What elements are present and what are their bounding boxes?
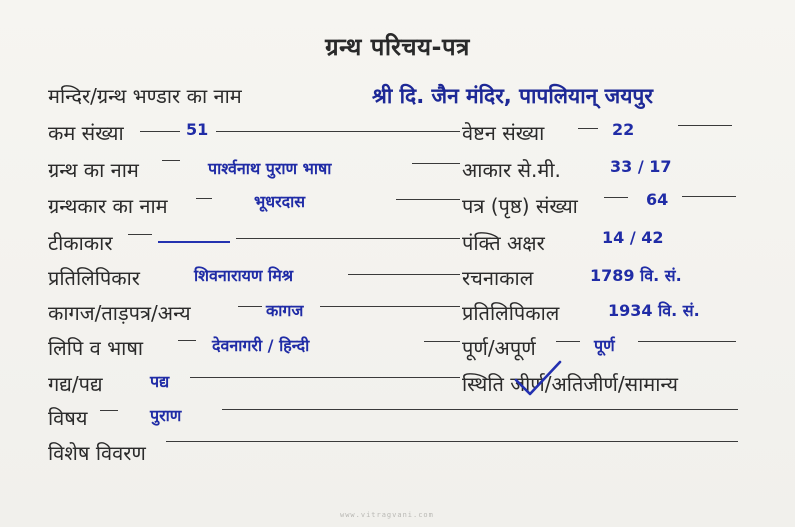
size-label: आकार से.मी. <box>462 158 561 182</box>
checkmark-icon <box>512 358 564 400</box>
special-notes-label: विशेष विवरण <box>48 441 146 465</box>
material-value: कागज <box>266 301 304 320</box>
subject-line-b <box>222 409 738 410</box>
author-value: भूधरदास <box>254 192 306 211</box>
subject-value: पुराण <box>150 406 182 425</box>
commentator-dash <box>158 241 230 243</box>
pages-label: पत्र (पृष्ठ) संख्या <box>462 194 578 218</box>
temple-value: श्री दि. जैन मंदिर, पापलियान् जयपुर <box>372 84 653 108</box>
condition-label: स्थिति जीर्ण/अतिजीर्ण/सामान्य <box>462 372 678 396</box>
copyist-line <box>348 274 460 275</box>
completeness-value: पूर्ण <box>594 336 615 355</box>
material-label: कागज/ताड़पत्र/अन्य <box>48 301 191 325</box>
serial-value: 51 <box>186 120 209 139</box>
copy-date-label: प्रतिलिपिकाल <box>462 301 560 325</box>
serial-line-b <box>216 131 460 132</box>
subject-label: विषय <box>48 406 88 430</box>
author-label: ग्रन्थकार का नाम <box>48 194 168 218</box>
wrapper-line-a <box>578 128 598 129</box>
author-line-a <box>196 198 212 199</box>
pages-line-b <box>682 196 736 197</box>
commentator-label: टीकाकार <box>48 231 113 255</box>
lines-letters-value: 14 / 42 <box>602 228 664 247</box>
book-name-label: ग्रन्थ का नाम <box>48 158 139 182</box>
serial-line-a <box>140 131 180 132</box>
material-line-a <box>238 306 262 307</box>
script-language-line-a <box>178 340 196 341</box>
wrapper-label: वेष्टन संख्या <box>462 121 545 145</box>
temple-label: मन्दिर/ग्रन्थ भण्डार का नाम <box>48 84 242 108</box>
completeness-label: पूर्ण/अपूर्ण <box>462 336 536 360</box>
commentator-line-b <box>236 238 460 239</box>
script-language-value: देवनागरी / हिन्दी <box>212 336 310 355</box>
completeness-line-b <box>638 341 736 342</box>
book-name-line-a <box>162 160 180 161</box>
copyist-value: शिवनारायण मिश्र <box>194 266 294 285</box>
subject-line-a <box>100 410 118 411</box>
material-line-b <box>320 306 460 307</box>
watermark: www.vitragvani.com <box>340 511 434 519</box>
serial-label: कम संख्या <box>48 121 124 145</box>
author-line-b <box>396 199 460 200</box>
book-name-line-b <box>412 163 460 164</box>
script-language-label: लिपि व भाषा <box>48 336 144 360</box>
prose-verse-label: गद्य/पद्य <box>48 372 103 396</box>
prose-verse-line <box>190 377 460 378</box>
wrapper-line-b <box>678 125 732 126</box>
composition-date-value: 1789 वि. सं. <box>590 266 682 285</box>
pages-line-a <box>604 197 628 198</box>
copy-date-value: 1934 वि. सं. <box>608 301 700 320</box>
card-title: ग्रन्थ परिचय-पत्र <box>325 33 470 61</box>
completeness-line-a <box>556 341 580 342</box>
size-value: 33 / 17 <box>610 157 672 176</box>
prose-verse-value: पद्य <box>150 372 170 391</box>
book-name-value: पार्श्वनाथ पुराण भाषा <box>208 159 332 178</box>
special-notes-line <box>166 441 738 442</box>
composition-date-label: रचनाकाल <box>462 266 534 290</box>
pages-value: 64 <box>646 190 669 209</box>
script-language-line-b <box>424 341 460 342</box>
commentator-line-a <box>128 234 152 235</box>
copyist-label: प्रतिलिपिकार <box>48 266 140 290</box>
lines-letters-label: पंक्ति अक्षर <box>462 231 545 255</box>
wrapper-value: 22 <box>612 120 635 139</box>
